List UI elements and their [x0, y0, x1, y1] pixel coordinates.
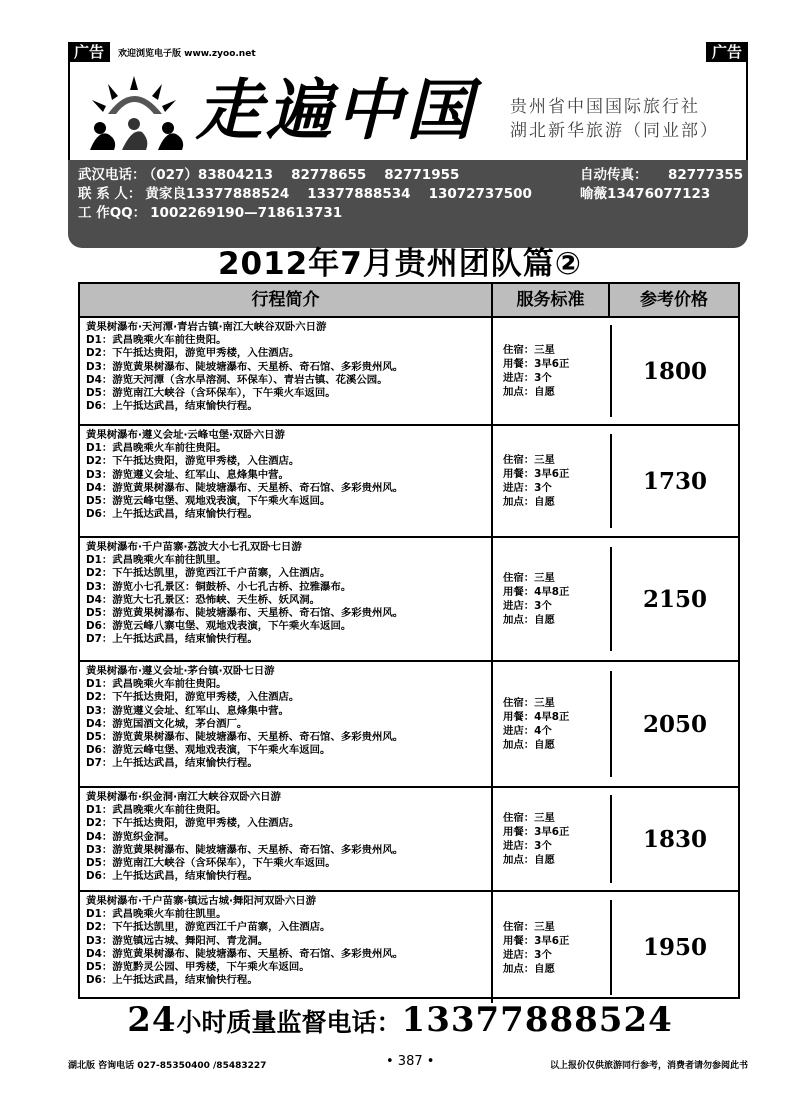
trip-day: D1：武昌晚乘火车前往凯里。 — [86, 908, 227, 921]
service-item: 用餐：4早8正 — [503, 586, 570, 598]
price-cell — [610, 318, 738, 424]
fax-number: 82777355 — [668, 167, 744, 183]
hotline-number: 13377888524 — [401, 1000, 673, 1040]
trip-day: D3：游览小七孔景区：铜鼓桥、小七孔古桥、拉雅瀑布。 — [86, 580, 352, 593]
trip-day: D5：游览黄果树瀑布、陡坡塘瀑布、天星桥、奇石馆、多彩贵州风。 — [86, 607, 404, 620]
page-number: • 387 • — [386, 1054, 435, 1069]
footer-consult-phone: 湖北版 咨询电话 027-85350400 /85483227 — [68, 1061, 267, 1071]
contact-label: 联 系 人： — [78, 186, 142, 202]
table-row — [80, 426, 738, 538]
price-cell — [610, 538, 738, 660]
service-item: 用餐：3早6正 — [503, 468, 570, 480]
trip-day: D5：游览南江大峡谷（含环保车），下午乘火车返回。 — [86, 387, 336, 400]
trip-day: D6：游览云峰屯堡、观地戏表演，下午乘火车返回。 — [86, 744, 331, 757]
trip-day: D7：上午抵达武昌，结束愉快行程。 — [86, 633, 258, 646]
trip-day: D2：下午抵达贵阳，游览甲秀楼，入住酒店。 — [86, 691, 300, 704]
footer-disclaimer: 以上报价仅供旅游同行参考，消费者请勿参阅此书 — [549, 1061, 748, 1071]
contact-person-2: 喻薇13476077123 — [580, 186, 711, 202]
trip-title: 黄果树瀑布·遵义会址·云峰屯堡·双卧六日游 — [86, 429, 285, 441]
service-item: 加点：自愿 — [503, 386, 555, 398]
trip-day: D2：下午抵达凯里，游览西江千户苗寨，入住酒店。 — [86, 921, 331, 934]
phone-row — [78, 165, 463, 185]
price-value: 1730 — [610, 434, 738, 529]
price-value: 1830 — [610, 795, 738, 883]
trip-title: 黄果树瀑布·遵义会址·茅台镇·双卧七日游 — [86, 665, 275, 677]
trip-day: D2：下午抵达贵阳，游览甲秀楼，入住酒店。 — [86, 347, 300, 360]
price-value: 2150 — [610, 547, 738, 652]
service-item: 住宿：三星 — [503, 812, 555, 824]
table-row — [80, 788, 738, 892]
table-row — [80, 662, 738, 788]
phone-label: 武汉电话： — [78, 167, 146, 183]
service-item: 加点：自愿 — [503, 496, 555, 508]
contact-row — [78, 184, 536, 204]
trip-title: 黄果树瀑布·天河潭·青岩古镇·南江大峡谷双卧六日游 — [86, 321, 327, 333]
service-item: 住宿：三星 — [503, 344, 555, 356]
table-row — [80, 318, 738, 426]
service-item: 进店：3个 — [503, 482, 552, 494]
trip-title: 黄果树瀑布·织金洞·南江大峡谷双卧六日游 — [86, 791, 281, 803]
sun-dancers-logo-icon — [78, 70, 190, 152]
trip-day: D4：游览黄果树瀑布、陡坡塘瀑布、天星桥、奇石馆、多彩贵州风。 — [86, 481, 404, 494]
service-cell — [493, 538, 610, 660]
welcome-text: 欢迎浏览电子版 www.zyoo.net — [118, 49, 256, 59]
agency-department: 湖北新华旅游（同业部） — [510, 121, 719, 141]
trip-day: D4：游览织金洞。 — [86, 830, 175, 843]
service-cell — [493, 318, 610, 424]
service-item: 进店：3个 — [503, 840, 552, 852]
trip-cell — [80, 318, 493, 424]
brand-title: 走遍中国 — [196, 71, 476, 149]
trip-day: D3：游览镇远古城、舞阳河、青龙洞。 — [86, 934, 269, 947]
service-item: 住宿：三星 — [503, 572, 555, 584]
trip-day: D4：游览国酒文化城，茅台酒厂。 — [86, 717, 248, 730]
ad-tag-left: 广告 — [68, 42, 110, 62]
trip-day: D6：游览云峰八寨屯堡、观地戏表演，下午乘火车返回。 — [86, 620, 352, 633]
trip-day: D3：游览遵义会址、红军山、息烽集中营。 — [86, 468, 289, 481]
quality-hotline — [0, 1000, 800, 1040]
contact-person-1: 黄家良13377888524 — [145, 186, 290, 202]
page-title: 2012年7月贵州团队篇② — [217, 246, 583, 282]
phone-number-2: 82778655 — [291, 167, 367, 183]
service-item: 进店：3个 — [503, 600, 552, 612]
service-item: 用餐：4早8正 — [503, 711, 570, 723]
service-item: 用餐：3早6正 — [503, 934, 570, 947]
trip-day: D1：武昌晚乘火车前往凯里。 — [86, 554, 227, 567]
trip-day: D6：上午抵达武昌，结束愉快行程。 — [86, 400, 258, 413]
trip-day: D4：游览天河潭（含水旱溶洞、环保车）、青岩古镇、花溪公园。 — [86, 373, 388, 386]
phone-number-1: （027）83804213 — [149, 167, 274, 183]
header-price: 参考价格 — [610, 284, 738, 318]
price-value: 1950 — [610, 900, 738, 995]
trip-day: D1：武昌晚乘火车前往贵阳。 — [86, 334, 227, 347]
service-item: 加点：自愿 — [503, 854, 555, 866]
trip-day: D2：下午抵达贵阳，游览甲秀楼，入住酒店。 — [86, 817, 300, 830]
trip-day: D6：上午抵达武昌，结束愉快行程。 — [86, 508, 258, 521]
hotline-label: 小时质量监督电话： — [176, 1008, 402, 1037]
service-item: 住宿：三星 — [503, 697, 555, 709]
brand-header — [68, 62, 748, 160]
price-cell — [610, 662, 738, 786]
trip-day: D1：武昌晚乘火车前往贵阳。 — [86, 442, 227, 455]
service-item: 住宿：三星 — [503, 920, 555, 933]
trip-day: D6：上午抵达武昌，结束愉快行程。 — [86, 974, 258, 987]
itinerary-table — [78, 282, 740, 999]
trip-day: D6：上午抵达武昌，结束愉快行程。 — [86, 870, 258, 883]
price-value: 1800 — [610, 325, 738, 416]
trip-cell — [80, 538, 493, 660]
trip-day: D3：游览遵义会址、红军山、息烽集中营。 — [86, 704, 289, 717]
service-item: 进店：3个 — [503, 948, 552, 961]
service-item: 加点：自愿 — [503, 739, 555, 751]
page-footer — [68, 1050, 748, 1078]
contact-band — [68, 160, 748, 248]
trip-day: D5：游览南江大峡谷（含环保车），下午乘火车返回。 — [86, 857, 336, 870]
trip-cell — [80, 788, 493, 890]
trip-day: D5：游览黄果树瀑布、陡坡塘瀑布、天星桥、奇石馆、多彩贵州风。 — [86, 731, 404, 744]
service-item: 加点：自愿 — [503, 962, 555, 975]
trip-cell — [80, 892, 493, 1003]
trip-day: D3：游览黄果树瀑布、陡坡塘瀑布、天星桥、奇石馆、多彩贵州风。 — [86, 843, 404, 856]
qq-number: 1002269190—718613731 — [150, 205, 343, 221]
trip-cell — [80, 426, 493, 536]
trip-title: 黄果树瀑布·千户苗寨·镇远古城·舞阳河双卧六日游 — [86, 895, 317, 907]
price-value: 2050 — [610, 671, 738, 778]
service-cell — [493, 662, 610, 786]
service-cell — [493, 426, 610, 536]
trip-day: D1：武昌晚乘火车前往贵阳。 — [86, 678, 227, 691]
table-row — [80, 892, 738, 1003]
agency-name: 贵州省中国国际旅行社 — [510, 97, 700, 117]
trip-day: D1：武昌晚乘火车前往贵阳。 — [86, 804, 227, 817]
price-cell — [610, 426, 738, 536]
header-trip: 行程简介 — [80, 284, 493, 318]
trip-day: D2：下午抵达凯里，游览西江千户苗寨，入住酒店。 — [86, 567, 331, 580]
service-item: 进店：4个 — [503, 725, 552, 737]
table-row — [80, 538, 738, 662]
trip-day: D3：游览黄果树瀑布、陡坡塘瀑布、天星桥、奇石馆、多彩贵州风。 — [86, 360, 404, 373]
qq-row — [78, 203, 346, 223]
service-item: 住宿：三星 — [503, 454, 555, 466]
service-cell — [493, 788, 610, 890]
service-item: 加点：自愿 — [503, 614, 555, 626]
service-item: 用餐：3早6正 — [503, 826, 570, 838]
price-cell — [610, 788, 738, 890]
trip-day: D4：游览大七孔景区：恐怖峡、天生桥、妖风洞。 — [86, 593, 321, 606]
hotline-hours: 24 — [127, 1000, 177, 1040]
contact-number-3: 13072737500 — [428, 186, 532, 202]
service-item: 进店：3个 — [503, 372, 552, 384]
qq-label: 工 作QQ： — [78, 205, 147, 221]
trip-day: D5：游览云峰屯堡、观地戏表演，下午乘火车返回。 — [86, 495, 331, 508]
contact-number-2: 13377888534 — [307, 186, 411, 202]
trip-day: D5：游览黔灵公园、甲秀楼，下午乘火车返回。 — [86, 961, 310, 974]
ad-tag-right: 广告 — [706, 42, 748, 62]
service-item: 用餐：3早6正 — [503, 358, 570, 370]
service-cell — [493, 892, 610, 1003]
trip-day: D7：上午抵达武昌，结束愉快行程。 — [86, 757, 258, 770]
price-cell — [610, 892, 738, 1003]
trip-day: D2：下午抵达贵阳，游览甲秀楼，入住酒店。 — [86, 455, 300, 468]
fax-label: 自动传真： — [580, 167, 648, 183]
trip-day: D4：游览黄果树瀑布、陡坡塘瀑布、天星桥、奇石馆、多彩贵州风。 — [86, 947, 404, 960]
trip-cell — [80, 662, 493, 786]
trip-title: 黄果树瀑布·千户苗寨·荔波大小七孔双卧七日游 — [86, 541, 302, 553]
phone-number-3: 82771955 — [384, 167, 460, 183]
header-service: 服务标准 — [493, 284, 610, 318]
